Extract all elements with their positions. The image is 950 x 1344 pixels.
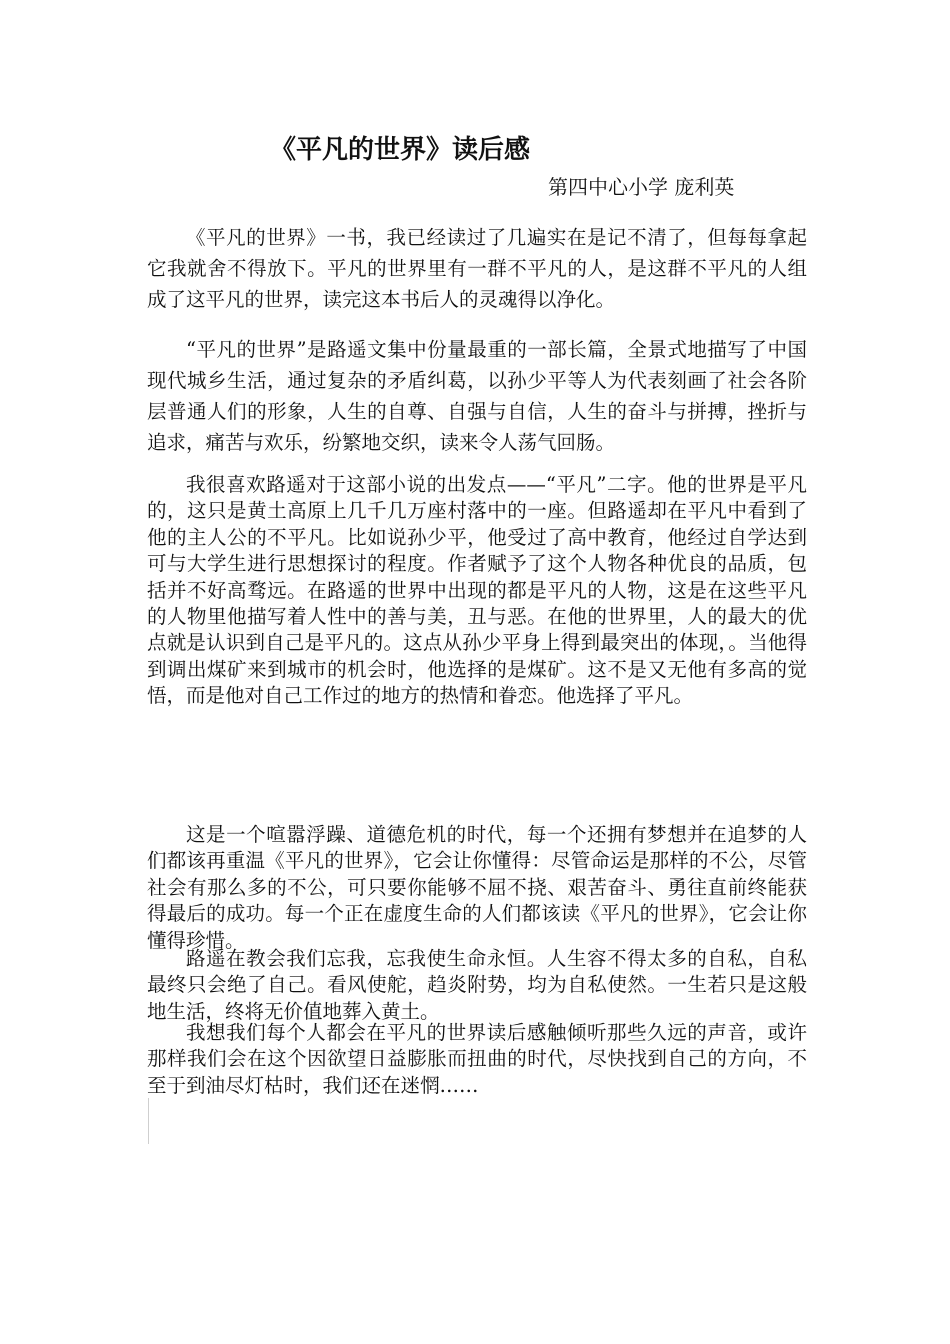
paragraph-1: 《平凡的世界》一书，我已经读过了几遍实在是记不清了，但每每拿起它我就舍不得放下。平凡的世界里有一群不平凡的人，是这群不平凡的人组成了这平凡的世界，读完这本书后人的灵魂得以净化。 (147, 226, 807, 311)
paragraph-6: 我想我们每个人都会在平凡的世界读后感触倾听那些久远的声音，或许那样我们会在这个因欲望日益膨胀而扭曲的时代，尽快找到自己的方向，不至于到油尽灯枯时，我们还在迷惘…… (147, 1021, 807, 1097)
margin-line (148, 1098, 149, 1144)
essay-title: 《平凡的世界》读后感 (270, 135, 531, 165)
author-byline: 第四中心小学 庞利英 (548, 175, 735, 199)
paragraph-3: 我很喜欢路遥对于这部小说的出发点——“平凡”二字。他的世界是平凡的，这只是黄土高原上几千几万座村落中的一座。但路遥却在平凡中看到了他的主人公的不平凡。比如说孙少平，他受过了高中教育，他经过自学达到可与大学生进行思想探讨的程度。作者赋予了这个人物各种优良的品质，包括并不好高骛远。在路遥的世界中出现的都是平凡的人物，这是在这些平凡的人物里他描写着人性中的善与美，丑与恶。在他的世界里，人的最大的优点就是认识到自己是平凡的。这点从孙少平身上得到最突出的体现，。当他得到调出煤矿来到城市的机会时，他选择的是煤矿。这不是又无他有多高的觉悟，而是他对自己工作过的地方的热情和眷恋。他选择了平凡。 (147, 473, 807, 708)
paragraph-4: 这是一个喧嚣浮躁、道德危机的时代，每一个还拥有梦想并在追梦的人们都该再重温《平凡的世界》，它会让你懂得：尽管命运是那样的不公，尽管社会有那么多的不公，可只要你能够不屈不挠、艰苦奋斗、勇往直前终能获得最后的成功。每一个正在虚度生命的人们都该读《平凡的世界》，它会让你懂得珍惜。 (147, 823, 807, 952)
paragraph-2: “平凡的世界”是路遥文集中份量最重的一部长篇，全景式地描写了中国现代城乡生活，通过复杂的矛盾纠葛，以孙少平等人为代表刻画了社会各阶层普通人们的形象，人生的自尊、自强与自信，人生的奋斗与拼搏，挫折与追求，痛苦与欢乐，纷繁地交织，读来令人荡气回肠。 (147, 338, 807, 454)
paragraph-5: 路遥在教会我们忘我，忘我使生命永恒。人生容不得太多的自私，自私最终只会绝了自己。看风使舵，趋炎附势，均为自私使然。一生若只是这般地生活，终将无价值地葬入黄土。 (147, 947, 807, 1023)
